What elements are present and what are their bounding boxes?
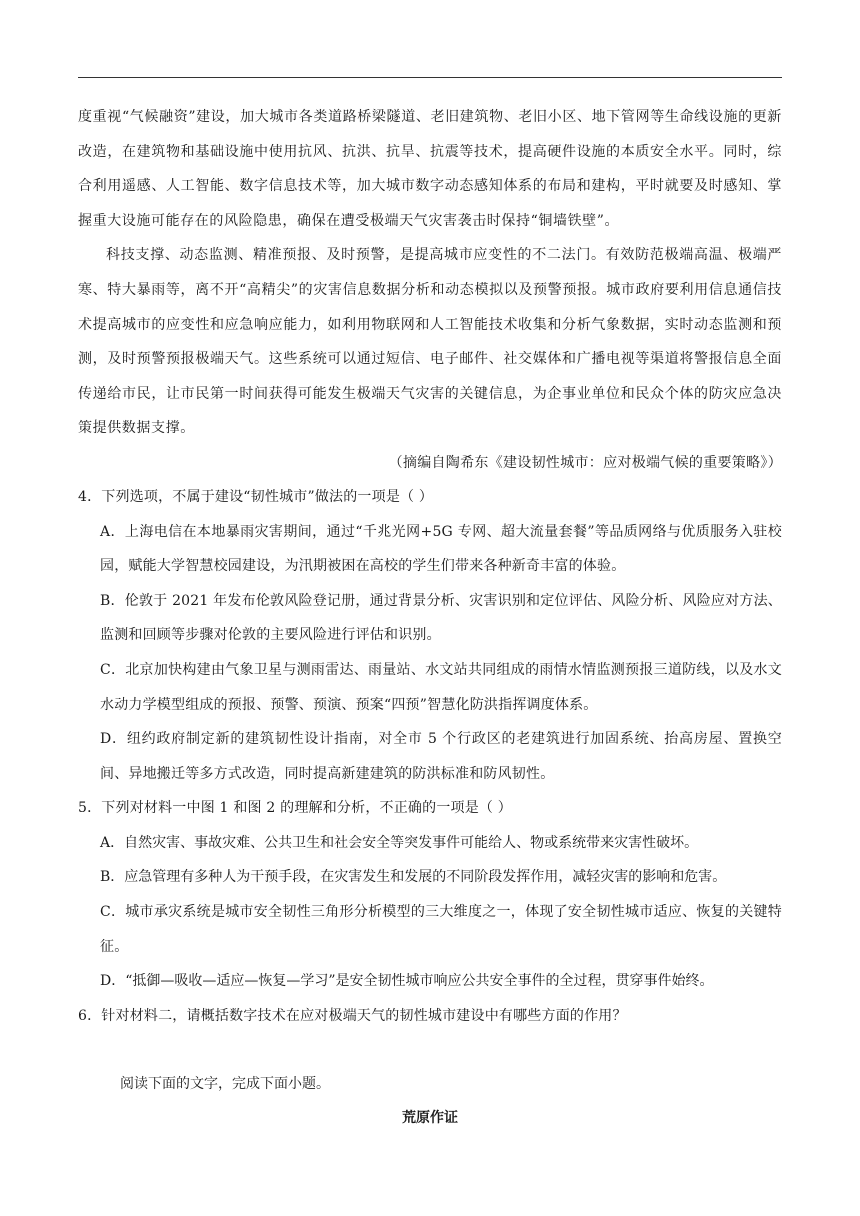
blank-answer-space xyxy=(78,1033,782,1067)
question-4-option-a: A．上海电信在本地暴雨灾害期间，通过“千兆光网+5G 专网、超大流量套餐”等品质网络与优质服务入驻校园，赋能大学智慧校园建设，为汛期被困在高校的学生们带来各种新奇丰富的体验。 xyxy=(100,523,782,575)
question-5-option-c: C．城市承灾系统是城市安全韧性三角形分析模型的三大维度之一，体现了安全韧性城市适应、恢复的关键特征。 xyxy=(100,904,782,955)
passage-paragraph-2: 科技支撑、动态监测、精准预报、及时预警，是提高城市应变性的不二法门。有效防范极端高温、极端严寒、特大暴雨等，离不开“高精尖”的灾害信息数据分析和动态模拟以及预警预报。城市政府要利用信息通信技术提高城市的应变性和应急响应能力，如利用物联网和人工智能技术收集和分析气象数据，实时动态监测和预测，及时预警预报极端天气。这些系统可以通过短信、电子邮件、社交媒体和广播电视等渠道将警报信息全面传递给市民，让市民第一时间获得可能发生极端天气灾害的关键信息，为企事业单位和民众个体的防灾应急决策提供数据支撑。 xyxy=(78,247,782,437)
question-5-option-b: B．应急管理有多种人为干预手段，在灾害发生和发展的不同阶段发挥作用，减轻灾害的影响和危害。 xyxy=(100,869,727,886)
question-4-option-d: D．纽约政府制定新的建筑韧性设计指南，对全市 5 个行政区的老建筑进行加固系统、抬高房屋、置换空间、异地搬迁等多方式改造，同时提高新建建筑的防洪标准和防风韧性。 xyxy=(100,731,782,782)
question-4-stem: 4．下列选项，不属于建设“韧性城市”做法的一项是（ ） xyxy=(78,488,434,505)
reading-instruction: 阅读下面的文字，完成下面小题。 xyxy=(120,1076,330,1093)
header-rule xyxy=(78,77,782,78)
question-4-option-c: C．北京加快构建由气象卫星与测雨雷达、雨量站、水文站共同组成的雨情水情监测预报三道防线，以及水文水动力学模型组成的预报、预警、预演、预案“四预”智慧化防洪指挥调度体系。 xyxy=(100,661,782,713)
question-6-stem: 6．针对材料二，请概括数字技术在应对极端天气的韧性城市建设中有哪些方面的作用？ xyxy=(78,1007,627,1024)
question-5-option-d: D．“抵御—吸收—适应—恢复—学习”是安全韧性城市响应公共安全事件的全过程，贯穿事件始终。 xyxy=(100,973,714,990)
question-4-option-b: B．伦敦于 2021 年发布伦敦风险登记册，通过背景分析、灾害识别和定位评估、风险分析、风险应对方法、监测和回顾等步骤对伦敦的主要风险进行评估和识别。 xyxy=(100,592,782,644)
question-5-option-a: A．自然灾害、事故灾难、公共卫生和社会安全等突发事件可能给人、物或系统带来灾害性破坏。 xyxy=(100,834,699,851)
section-title: 荒原作证 xyxy=(402,1110,458,1127)
passage-source: （摘编自陶希东《建设韧性城市：应对极端气候的重要策略》） xyxy=(388,454,782,471)
document-page xyxy=(78,100,782,1135)
passage-paragraph-1: 度重视“气候融资”建设，加大城市各类道路桥梁隧道、老旧建筑物、老旧小区、地下管网等生命线设施的更新改造，在建筑物和基础设施中使用抗风、抗洪、抗旱、抗震等技术，提高硬件设施的本质安全水平。同时，综合利用遥感、人工智能、数字信息技术等，加大城市数字动态感知体系的布局和建构，平时就要及时感知、掌握重大设施可能存在的风险隐患，确保在遭受极端天气灾害袭击时保持“铜墙铁壁”。 xyxy=(78,109,782,229)
question-5-stem: 5．下列对材料一中图 1 和图 2 的理解和分析，不正确的一项是（ ） xyxy=(78,800,512,817)
